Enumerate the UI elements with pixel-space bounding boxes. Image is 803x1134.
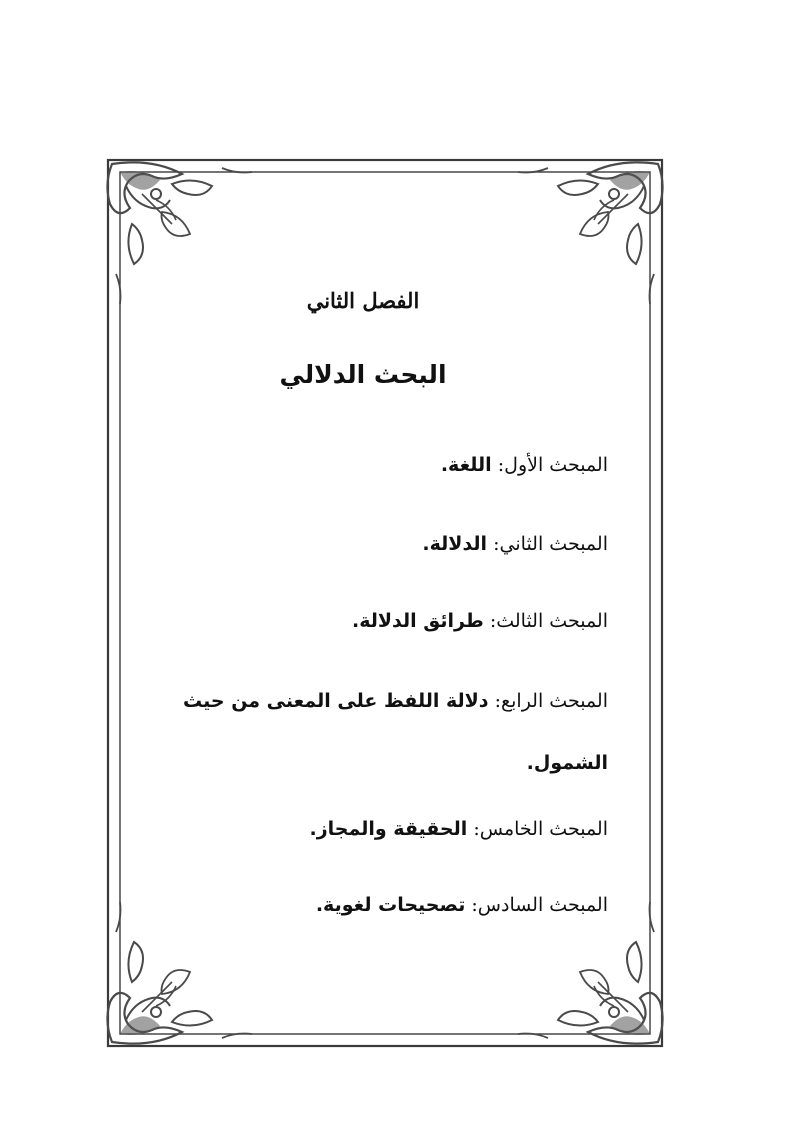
section-title: الدلالة. [422, 533, 488, 555]
section-item [118, 874, 608, 936]
section-label: المبحث الأول: [497, 454, 608, 476]
section-label: المبحث السادس: [471, 894, 608, 916]
section-title: طرائق الدلالة. [352, 610, 484, 632]
section-item [118, 798, 608, 860]
section-label: المبحث الخامس: [473, 818, 608, 840]
section-title: دلالة اللفظ على المعنى من حيث الشمول. [183, 690, 608, 774]
section-item [118, 670, 608, 794]
section-item [118, 590, 608, 652]
corner-ornament-top-left [107, 162, 252, 304]
section-label: المبحث الثاني: [493, 533, 608, 555]
chapter-title: البحث الدلالي [279, 360, 447, 389]
section-item [118, 434, 608, 496]
section-title: الحقيقة والمجاز. [309, 818, 468, 840]
corner-ornament-top-right [518, 162, 663, 304]
section-label: المبحث الثالث: [489, 610, 608, 632]
section-title: اللغة. [440, 454, 492, 476]
section-title: تصحيحات لغوية. [315, 894, 466, 916]
section-label: المبحث الرابع: [494, 690, 608, 712]
section-item [118, 513, 608, 575]
chapter-label: الفصل الثاني [306, 288, 420, 313]
